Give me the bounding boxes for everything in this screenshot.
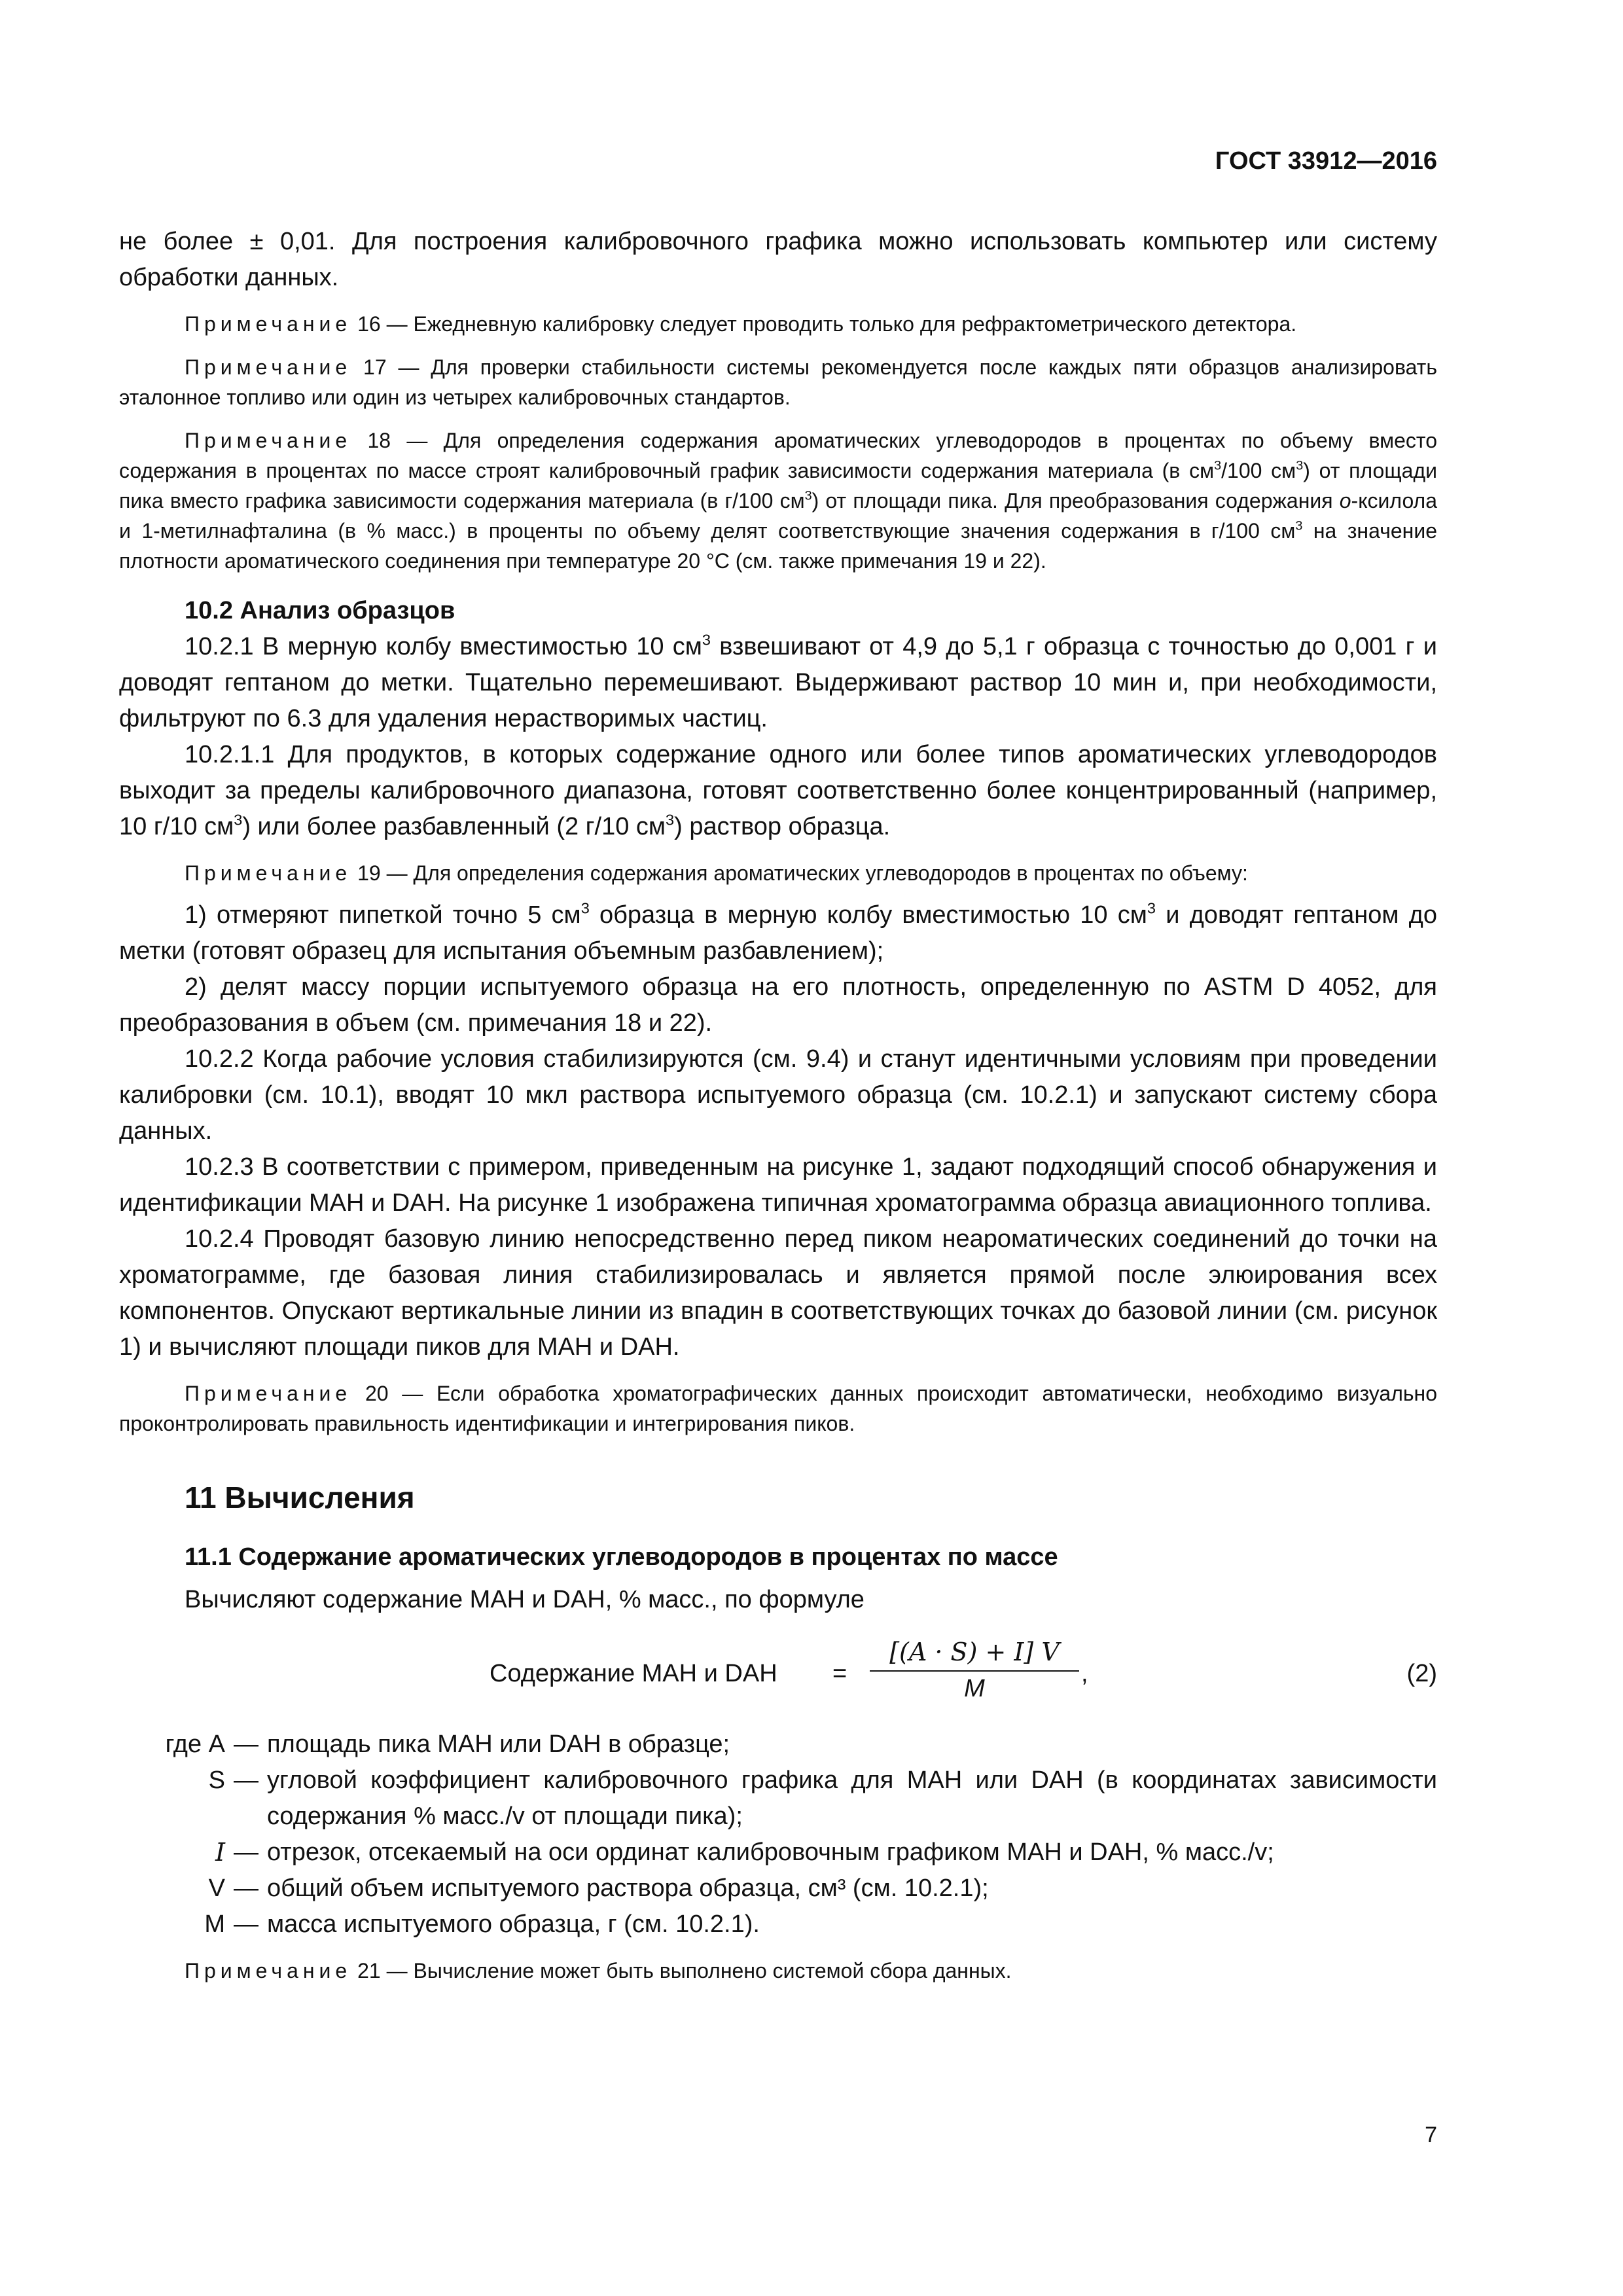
legend-dash: — [234, 1767, 259, 1794]
note-18: Примечание 18 — Для определения содержания ароматических углеводородов в процентах по объему вместо содержания в процентах по массе строят калибровочный график зависимости содержания материала (в $см^3/100$ $см^3$) от площади пика вместо графика зависимости содержания материала (в г/100 $см^3$) от площади пика. Для преобразования содержания о-ксилола и 1-метилнафталина (в % масс.) в проценты по объему делят соответствующие значения содержания в г/100 $см^3$ на значение плотности ароматического соединения при температуре 20 °С (см. также примечания 19 и 22). [119, 429, 1438, 573]
clause-10-2-1-1: 10.2.1.1 Для продуктов, в которых содержание одного или более типов ароматических углеводородов выходит за пределы калибровочного диапазона, готовят соответственно более концентрированный (например, 10 г/10 $см^3$) или более разбавленный (2 г/10 $см^3$) раствор образца. [119, 741, 1437, 840]
legend-description: общий объем испытуемого раствора образца, см³ (см. 10.2.1); [267, 1874, 989, 1902]
legend-dash: — [234, 1731, 259, 1758]
legend-dash: — [234, 1839, 259, 1866]
section-heading-10-2: 10.2 Анализ образцов [185, 597, 455, 624]
note-label: Примечание [185, 861, 352, 885]
note-label: Примечание [185, 429, 352, 452]
note-label: Примечание [185, 1959, 352, 1982]
legend-symbol: M [204, 1910, 225, 1938]
formula-lhs: Содержание МАН и DAH [490, 1660, 777, 1687]
legend-dash: — [234, 1874, 259, 1902]
formula-number: (2) [1406, 1660, 1437, 1687]
formula-numerator: [(A · S) + I] V [889, 1638, 1060, 1666]
clause-10-2-3: 10.2.3 В соответствии с примером, приведенным на рисунке 1, задают подходящий способ обнаружения и идентификации МАН и DAH. На рисунке 1 изображена типичная хроматограмма образца авиационного топлива. [119, 1153, 1437, 1217]
page-number: 7 [1425, 2123, 1437, 2147]
legend-description: масса испытуемого образца, г (см. 10.2.1). [267, 1910, 760, 1938]
formula-legend [119, 1727, 1437, 1943]
clause-10-2-1: 10.2.1 В мерную колбу вместимостью 10 $см^3$ взвешивают от 4,9 до 5,1 г образца с точностью до 0,001 г и доводят гептаном до метки. Тщательно перемешивают. Выдерживают раствор 10 мин и, при необходимости, фильтруют по 6.3 для удаления нерастворимых частиц. [119, 631, 1437, 732]
formula-equals: = [832, 1660, 847, 1687]
paragraph: Вычисляют содержание МАН и DAH, % масс., по формуле [185, 1586, 865, 1613]
legend-row [119, 1871, 1437, 1907]
paragraph: не более ± 0,01. Для построения калибровочного графика можно использовать компьютер или систему обработки данных. [119, 228, 1437, 291]
formula-fraction [870, 1634, 1079, 1706]
legend-symbol: S [208, 1767, 225, 1794]
legend-row [119, 1907, 1437, 1943]
legend-dash: — [234, 1910, 259, 1938]
legend-description: угловой коэффициент калибровочного графика для МАН или DAH (в координатах зависимости содержания % масс./v от площади пика); [267, 1767, 1437, 1830]
formula-2 [119, 1634, 1437, 1712]
section-heading-11: 11 Вычисления [185, 1480, 415, 1515]
legend-row [119, 1763, 1437, 1835]
section-heading-11-1: 11.1 Содержание ароматических углеводородов в процентах по массе [185, 1543, 1058, 1571]
legend-symbol: V [208, 1874, 225, 1902]
formula-denominator: M [964, 1675, 985, 1702]
list-item: 2) делят массу порции испытуемого образца на его плотность, определенную по ASTM D 4052, для преобразования в объем (см. примечания 18 и 22). [119, 973, 1437, 1037]
note-label: Примечание [185, 1382, 352, 1405]
legend-symbol: I [215, 1838, 225, 1867]
note-label: Примечание [185, 312, 352, 336]
clause-10-2-4: 10.2.4 Проводят базовую линию непосредственно перед пиком неароматических соединений до точки на хроматограмме, где базовая линия стабилизировалась и является прямой после элюирования всех компонентов. Опускают вертикальные линии из впадин в соответствующих точках до базовой линии (см. рисунок 1) и вычисляют площади пиков для МАН и DAH. [119, 1225, 1437, 1361]
legend-description: отрезок, отсекаемый на оси ординат калибровочным графиком МАН и DAH, % масс./v; [267, 1839, 1274, 1866]
note-19: Примечание 19 — Для определения содержания ароматических углеводородов в процентах по объему: [185, 861, 1248, 885]
legend-symbol: где A [165, 1731, 225, 1758]
clause-10-2-2: 10.2.2 Когда рабочие условия стабилизируются (см. 9.4) и станут идентичными условиям при проведении калибровки (см. 10.1), вводят 10 мкл раствора испытуемого образца (см. 10.2.1) и запускают систему сбора данных. [119, 1045, 1437, 1145]
note-label: Примечание [185, 355, 352, 379]
note-17: Примечание 17 — Для проверки стабильности системы рекомендуется после каждых пяти образцов анализировать эталонное топливо или один из четырех калибровочных стандартов. [119, 355, 1438, 409]
note-16: Примечание 16 — Ежедневную калибровку следует проводить только для рефрактометрического детектора. [185, 312, 1297, 336]
legend-row [119, 1727, 1437, 1763]
page-body [119, 224, 1437, 1986]
document-code: ГОСТ 33912—2016 [1215, 147, 1437, 175]
note-21: Примечание 21 — Вычисление может быть выполнено системой сбора данных. [185, 1959, 1012, 1982]
legend-description: площадь пика МАН или DAH в образце; [267, 1731, 730, 1758]
list-item: 1) отмеряют пипеткой точно 5 $см^3$ образца в мерную колбу вместимостью 10 $см^3$ и доводят гептаном до метки (готовят образец для испытания объемным разбавлением); [119, 899, 1437, 965]
legend-row [119, 1835, 1437, 1871]
formula-comma: , [1081, 1660, 1088, 1687]
note-20: Примечание 20 — Если обработка хроматографических данных происходит автоматически, необходимо визуально проконтролировать правильность идентификации и интегрирования пиков. [119, 1382, 1438, 1435]
